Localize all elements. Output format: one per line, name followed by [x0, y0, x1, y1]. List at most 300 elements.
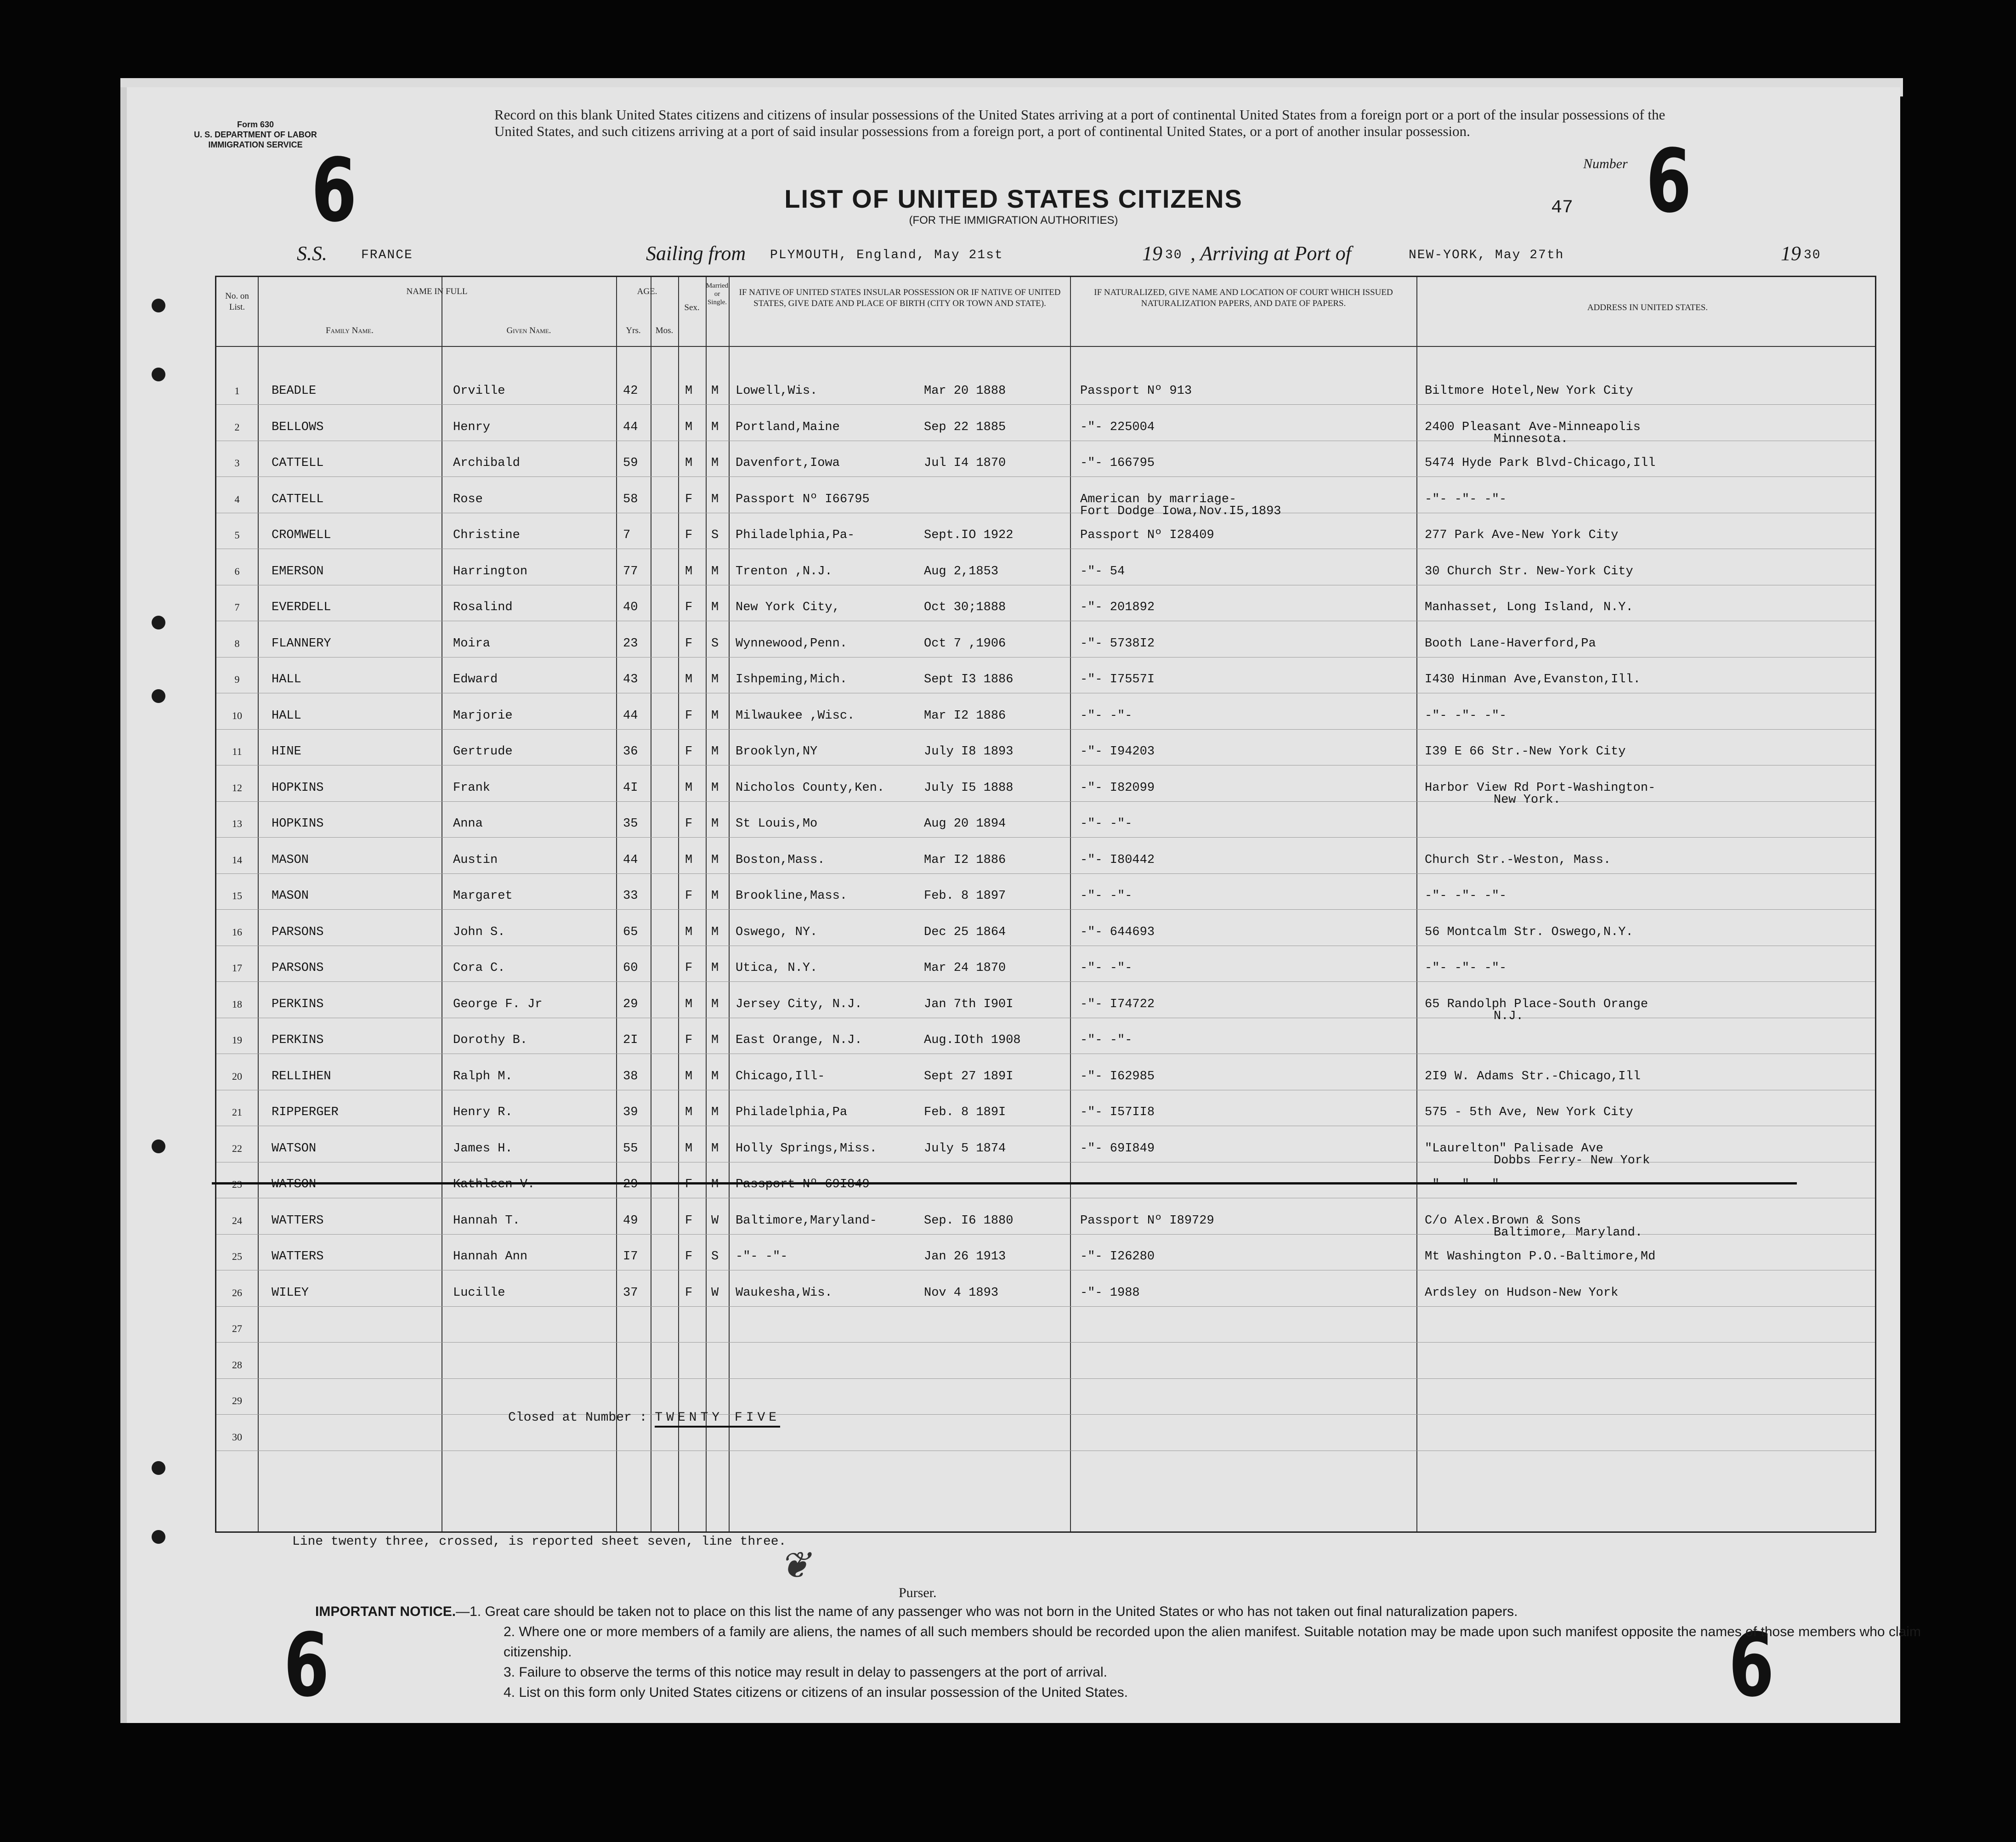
cell-ms: S — [711, 528, 719, 542]
department-name: U. S. DEPARTMENT OF LABOR — [194, 130, 317, 139]
cell-date: July 5 1874 — [924, 1141, 1006, 1156]
cell-given: James H. — [453, 1141, 513, 1156]
cell-ms: M — [711, 961, 719, 975]
cell-family: BELLOWS — [272, 420, 324, 434]
cell-sex: M — [685, 1069, 693, 1083]
cell-sex: M — [685, 384, 693, 398]
binder-hole — [152, 1461, 165, 1475]
cell-yrs: 23 — [623, 636, 638, 651]
cell-date: Aug 20 1894 — [924, 817, 1006, 831]
cell-date: Aug.IOth 1908 — [924, 1033, 1021, 1047]
cell-family: HALL — [272, 673, 301, 686]
sheet-number-bottom-right: 6 — [1728, 1615, 1774, 1716]
row-number: 15 — [232, 890, 242, 901]
cell-given: Christine — [453, 528, 520, 542]
cell-nat: -"- I74722 — [1080, 997, 1155, 1011]
cell-ms: M — [711, 781, 719, 795]
binder-hole — [152, 368, 165, 381]
row-number: 13 — [232, 818, 242, 829]
row-number: 16 — [232, 926, 242, 938]
cell-family: HALL — [272, 708, 301, 723]
cell-sex: M — [685, 564, 693, 578]
cell-given: George F. Jr — [453, 997, 543, 1011]
cell-ms: W — [711, 1286, 719, 1300]
cell-given: Gertrude — [453, 745, 513, 759]
cell-yrs: 58 — [623, 492, 638, 506]
cell-family: EMERSON — [272, 564, 324, 578]
cell-addr: 2400 Pleasant Ave-Minneapolis — [1425, 420, 1641, 434]
cell-family: MASON — [272, 853, 309, 867]
cell-addr-line2: Baltimore, Maryland. — [1494, 1225, 1643, 1240]
cell-yrs: 44 — [623, 708, 638, 723]
row-number: 11 — [232, 746, 242, 757]
row-number: 24 — [232, 1214, 242, 1226]
cell-ms: M — [711, 817, 719, 831]
cell-family: PERKINS — [272, 997, 324, 1011]
cell-place: Chicago,Ill- — [736, 1069, 825, 1083]
cell-sex: M — [685, 781, 693, 795]
cell-addr-line2: New York. — [1494, 793, 1561, 807]
row-number: 25 — [232, 1251, 242, 1262]
cell-family: CATTELL — [272, 456, 324, 470]
cell-ms: M — [711, 745, 719, 759]
cell-sex: M — [685, 673, 693, 686]
cell-date: Sep. I6 1880 — [924, 1213, 1014, 1228]
page-subtitle: (FOR THE IMMIGRATION AUTHORITIES) — [909, 214, 1118, 227]
cell-ms: M — [711, 1033, 719, 1047]
cell-place: Passport Nº I66795 — [736, 492, 870, 506]
cell-place: Boston,Mass. — [736, 853, 825, 867]
cell-addr: 277 Park Ave-New York City — [1425, 528, 1619, 542]
cell-given: Hannah T. — [453, 1213, 520, 1228]
cell-addr: -"- -"- -"- — [1425, 889, 1507, 903]
cell-sex: M — [685, 853, 693, 867]
row-number: 4 — [234, 493, 240, 505]
cell-addr: Booth Lane-Haverford,Pa — [1425, 636, 1596, 651]
cell-place: Nicholos County,Ken. — [736, 781, 885, 795]
cell-ms: S — [711, 636, 719, 651]
cell-nat: Passport Nº 913 — [1080, 384, 1192, 398]
notice-item-1: —1. Great care should be taken not to place on this list the name of any passenger who was not born in the United States or who has not taken out final naturalization papers. — [456, 1604, 1518, 1619]
ship-name: FRANCE — [361, 248, 413, 262]
row-number: 9 — [234, 674, 240, 685]
cell-date: Mar I2 1886 — [924, 853, 1006, 867]
cell-given: Orville — [453, 384, 505, 398]
cell-ms: M — [711, 420, 719, 434]
cell-addr-line2: Minnesota. — [1494, 432, 1569, 446]
cell-addr: Ardsley on Hudson-New York — [1425, 1286, 1619, 1300]
cell-family: PARSONS — [272, 961, 324, 975]
notice-item-3: 3. Failure to observe the terms of this notice may result in delay to passengers at the port of arrival. — [504, 1665, 1107, 1680]
cell-place: New York City, — [736, 601, 840, 614]
cell-date: Feb. 8 189I — [924, 1105, 1006, 1119]
cell-yrs: 44 — [623, 853, 638, 867]
cell-sex: M — [685, 420, 693, 434]
cell-yrs: 39 — [623, 1105, 638, 1119]
cell-place: Ishpeming,Mich. — [736, 673, 848, 686]
cell-yrs: 7 — [623, 528, 631, 542]
cell-date: Jan 26 1913 — [924, 1250, 1006, 1264]
cell-given: Edward — [453, 673, 498, 686]
closed-value: TWENTY FIVE — [655, 1411, 780, 1428]
form-id — [187, 119, 324, 150]
cell-nat: -"- -"- — [1080, 889, 1133, 903]
cell-addr-line2: N.J. — [1494, 1009, 1523, 1023]
cell-family: HOPKINS — [272, 817, 324, 831]
cell-date: July I8 1893 — [924, 745, 1014, 759]
cell-family: BEADLE — [272, 384, 317, 398]
cell-ms: M — [711, 492, 719, 506]
row-number: 27 — [232, 1323, 242, 1334]
binder-hole — [152, 689, 165, 703]
cell-sex: M — [685, 997, 693, 1011]
cell-yrs: 60 — [623, 961, 638, 975]
binder-hole — [152, 299, 165, 312]
cell-family: HINE — [272, 745, 301, 759]
cell-given: John S. — [453, 925, 505, 939]
cell-sex: F — [685, 708, 693, 723]
cell-nat: Passport Nº I28409 — [1080, 528, 1214, 542]
cell-given: Moira — [453, 636, 491, 651]
cell-nat: -"- I26280 — [1080, 1250, 1155, 1264]
cell-family: WATSON — [272, 1141, 317, 1156]
cell-nat: -"- 225004 — [1080, 420, 1155, 434]
header-birth: IF NATIVE OF UNITED STATES INSULAR POSSESSION OR IF NATIVE OF UNITED STATES, GIVE DATE AND PLACE OF BIRTH (CITY OR TOWN AND STATE). — [739, 288, 1061, 308]
cell-yrs: 36 — [623, 745, 638, 759]
row-number: 28 — [232, 1359, 242, 1371]
row-number: 5 — [234, 529, 240, 541]
cell-addr: 30 Church Str. New-York City — [1425, 564, 1633, 578]
cell-given: Kathleen V. — [453, 1178, 535, 1191]
cell-sex: M — [685, 925, 693, 939]
cell-place: Lowell,Wis. — [736, 384, 818, 398]
sheet-number-bottom-left: 6 — [283, 1615, 329, 1716]
cell-nat: American by marriage- — [1080, 492, 1237, 506]
header-family-name: Family Name. — [326, 326, 374, 335]
row-number: 19 — [232, 1034, 242, 1046]
cell-nat: -"- I80442 — [1080, 853, 1155, 867]
cell-sex: F — [685, 745, 693, 759]
cell-sex: M — [685, 456, 693, 470]
cell-ms: W — [711, 1213, 719, 1228]
cell-ms: M — [711, 1069, 719, 1083]
cell-given: Cora C. — [453, 961, 505, 975]
cell-family: RIPPERGER — [272, 1105, 339, 1119]
cell-ms: M — [711, 456, 719, 470]
cell-place: Philadelphia,Pa — [736, 1105, 848, 1119]
cell-date: Jan 7th I90I — [924, 997, 1014, 1011]
cell-family: HOPKINS — [272, 781, 324, 795]
cell-yrs: 44 — [623, 420, 638, 434]
binder-hole — [152, 1530, 165, 1544]
cell-given: Rosalind — [453, 601, 513, 614]
cell-yrs: 29 — [623, 1178, 638, 1191]
cell-ms: M — [711, 853, 719, 867]
row-number: 8 — [234, 637, 240, 649]
cell-family: MASON — [272, 889, 309, 903]
cell-place: Brookline,Mass. — [736, 889, 848, 903]
form-number: Form 630 — [237, 120, 274, 129]
cell-place: Trenton ,N.J. — [736, 564, 832, 578]
binder-hole — [152, 1139, 165, 1153]
cell-date: Aug 2,1853 — [924, 564, 999, 578]
header-naturalized: IF NATURALIZED, GIVE NAME AND LOCATION OF COURT WHICH ISSUED NATURALIZATION PAPERS, AND DATE OF PAPERS. — [1094, 288, 1393, 308]
voyage-line — [297, 242, 1859, 269]
cell-addr: 56 Montcalm Str. Oswego,N.Y. — [1425, 925, 1633, 939]
cell-date: Dec 25 1864 — [924, 925, 1006, 939]
cell-place: Oswego, NY. — [736, 925, 818, 939]
cell-place: Waukesha,Wis. — [736, 1286, 832, 1300]
cell-given: Hannah Ann — [453, 1250, 528, 1264]
cell-nat: -"- I82099 — [1080, 781, 1155, 795]
cell-given: Harrington — [453, 564, 528, 578]
header-married-single: Married or Single. — [706, 282, 729, 306]
row-number: 12 — [232, 782, 242, 793]
cell-date: Mar I2 1886 — [924, 708, 1006, 723]
cell-family: WATSON — [272, 1178, 317, 1191]
header-instructions: Record on this blank United States citizens and citizens of insular possessions of the United States arriving at a port of continental United States from a foreign port or a port of the insular possessions of the United States, and such citizens arriving at a port of said insular possessions from a foreign port, a port of continental United States, or a port of another insular possession. — [494, 107, 1665, 139]
row-number: 6 — [234, 565, 240, 577]
cell-nat: -"- 69I849 — [1080, 1141, 1155, 1156]
cell-sex: F — [685, 1178, 693, 1191]
cell-place: Baltimore,Maryland- — [736, 1213, 877, 1228]
cell-date: Sept I3 1886 — [924, 673, 1014, 686]
cell-addr: Harbor View Rd Port-Washington- — [1425, 781, 1656, 795]
cell-yrs: 43 — [623, 673, 638, 686]
line-note: Line twenty three, crossed, is reported sheet seven, line three. — [292, 1535, 787, 1549]
binder-hole — [152, 616, 165, 629]
cell-given: Austin — [453, 853, 498, 867]
cell-family: WATTERS — [272, 1250, 324, 1264]
page-title: LIST OF UNITED STATES CITIZENS — [784, 184, 1243, 213]
cell-sex: F — [685, 492, 693, 506]
cell-place: Wynnewood,Penn. — [736, 636, 848, 651]
manifest-page — [120, 87, 1921, 1723]
cell-yrs: 40 — [623, 601, 638, 614]
cell-given: Marjorie — [453, 708, 513, 723]
cell-place: Holly Springs,Miss. — [736, 1141, 877, 1156]
cell-family: CROMWELL — [272, 528, 331, 542]
cell-nat: -"- 5738I2 — [1080, 636, 1155, 651]
cell-yrs: 49 — [623, 1213, 638, 1228]
important-notice — [315, 1602, 1923, 1703]
cell-ms: S — [711, 1250, 719, 1264]
cell-date: Nov 4 1893 — [924, 1286, 999, 1300]
cell-ms: M — [711, 564, 719, 578]
cell-given: Dorothy B. — [453, 1033, 528, 1047]
sailing-label: Sailing from — [646, 242, 746, 265]
row-number: 26 — [232, 1287, 242, 1298]
cell-addr: I39 E 66 Str.-New York City — [1425, 745, 1626, 759]
cell-ms: M — [711, 601, 719, 614]
cell-sex: F — [685, 601, 693, 614]
cell-nat: Passport Nº I89729 — [1080, 1213, 1214, 1228]
cell-family: FLANNERY — [272, 636, 331, 651]
cell-place: Jersey City, N.J. — [736, 997, 862, 1011]
cell-sex: F — [685, 1250, 693, 1264]
purser-signature: ❦ — [779, 1544, 810, 1587]
notice-item-2: 2. Where one or more members of a family are aliens, the names of all such members should be recorded upon the alien manifest. Suitable notation may be made upon such manifest opposite the names of those members who claim citizenship. — [504, 1624, 1921, 1660]
cell-addr: "Laurelton" Palisade Ave — [1425, 1141, 1603, 1156]
header-sex: Sex. — [684, 303, 700, 312]
cell-sex: F — [685, 1286, 693, 1300]
departure-port: PLYMOUTH, England, May 21st — [770, 248, 1003, 262]
cell-addr: I430 Hinman Ave,Evanston,Ill. — [1425, 673, 1641, 686]
crossed-line-strike — [212, 1182, 1797, 1185]
cell-ms: M — [711, 889, 719, 903]
cell-ms: M — [711, 925, 719, 939]
cell-yrs: 29 — [623, 997, 638, 1011]
cell-sex: F — [685, 636, 693, 651]
cell-ms: M — [711, 1105, 719, 1119]
cell-sex: F — [685, 528, 693, 542]
cell-ms: M — [711, 384, 719, 398]
cell-addr: -"- -"- -"- — [1425, 961, 1507, 975]
cell-sex: M — [685, 1105, 693, 1119]
cell-addr: Mt Washington P.O.-Baltimore,Md — [1425, 1250, 1656, 1264]
header-address: ADDRESS IN UNITED STATES. — [1587, 303, 1708, 312]
cell-ms: M — [711, 673, 719, 686]
cell-given: Margaret — [453, 889, 513, 903]
cell-yrs: 77 — [623, 564, 638, 578]
ss-label: S.S. — [297, 242, 327, 265]
cell-ms: M — [711, 1178, 719, 1191]
cell-given: Rose — [453, 492, 483, 506]
cell-family: EVERDELL — [272, 601, 331, 614]
cell-yrs: 35 — [623, 817, 638, 831]
row-number: 30 — [232, 1431, 242, 1443]
closed-label: Closed at Number : — [508, 1411, 647, 1425]
cell-sex: F — [685, 817, 693, 831]
cell-place: St Louis,Mo — [736, 817, 818, 831]
cell-nat: -"- I62985 — [1080, 1069, 1155, 1083]
cell-ms: M — [711, 708, 719, 723]
cell-yrs: 4I — [623, 781, 638, 795]
cell-nat-line2: Fort Dodge Iowa,Nov.I5,1893 — [1080, 504, 1281, 518]
header-no: No. on List. — [225, 291, 249, 312]
sheet-number-top-right: 6 — [1646, 130, 1692, 232]
page-number: 47 — [1551, 198, 1574, 218]
notice-lead: IMPORTANT NOTICE. — [315, 1604, 456, 1619]
row-number: 21 — [232, 1106, 242, 1118]
cell-addr: -"- -"- -"- — [1425, 1178, 1507, 1191]
cell-addr: 65 Randolph Place-South Orange — [1425, 997, 1648, 1011]
cell-date: July I5 1888 — [924, 781, 1014, 795]
cell-date: Sept.IO 1922 — [924, 528, 1014, 542]
row-number: 23 — [232, 1179, 242, 1190]
cell-sex: F — [685, 1213, 693, 1228]
cell-place: Philadelphia,Pa- — [736, 528, 855, 542]
row-number: 10 — [232, 709, 242, 721]
cell-date: Feb. 8 1897 — [924, 889, 1006, 903]
cell-addr-line2: Dobbs Ferry- New York — [1494, 1153, 1650, 1168]
cell-place: East Orange, N.J. — [736, 1033, 862, 1047]
cell-nat: -"- 166795 — [1080, 456, 1155, 470]
cell-nat: -"- -"- — [1080, 708, 1133, 723]
cell-nat: -"- I7557I — [1080, 673, 1155, 686]
cell-date: Mar 20 1888 — [924, 384, 1006, 398]
cell-family: RELLIHEN — [272, 1069, 331, 1083]
cell-date: Jul I4 1870 — [924, 456, 1006, 470]
cell-nat: -"- I94203 — [1080, 745, 1155, 759]
cell-yrs: 65 — [623, 925, 638, 939]
cell-given: Lucille — [453, 1286, 505, 1300]
cell-place: Passport Nº 69I849 — [736, 1178, 870, 1191]
cell-addr: 5474 Hyde Park Blvd-Chicago,Ill — [1425, 456, 1656, 470]
row-number: 18 — [232, 998, 242, 1010]
cell-given: Ralph M. — [453, 1069, 513, 1083]
cell-place: Davenfort,Iowa — [736, 456, 840, 470]
cell-addr: 2I9 W. Adams Str.-Chicago,Ill — [1425, 1069, 1641, 1083]
cell-sex: M — [685, 1141, 693, 1156]
cell-date: Sep 22 1885 — [924, 420, 1006, 434]
row-number: 3 — [234, 457, 240, 469]
cell-nat: -"- 1988 — [1080, 1286, 1140, 1300]
cell-family: CATTELL — [272, 492, 324, 506]
header-mos: Mos. — [655, 326, 674, 335]
cell-yrs: 38 — [623, 1069, 638, 1083]
arrival-year: 30 — [1804, 248, 1821, 262]
cell-given: Henry — [453, 420, 491, 434]
cell-place: Utica, N.Y. — [736, 961, 818, 975]
cell-date: Mar 24 1870 — [924, 961, 1006, 975]
cell-family: PARSONS — [272, 925, 324, 939]
number-label: Number — [1583, 156, 1628, 171]
cell-yrs: 42 — [623, 384, 638, 398]
cell-nat: -"- I57II8 — [1080, 1105, 1155, 1119]
cell-addr: Manhasset, Long Island, N.Y. — [1425, 601, 1633, 614]
cell-given: Anna — [453, 817, 483, 831]
header-given-name: Given Name. — [506, 326, 551, 335]
cell-yrs: 2I — [623, 1033, 638, 1047]
cell-yrs: 33 — [623, 889, 638, 903]
cell-nat: -"- -"- — [1080, 1033, 1133, 1047]
cell-given: Archibald — [453, 456, 520, 470]
sheet-number-top-left: 6 — [311, 140, 357, 241]
row-number: 29 — [232, 1395, 242, 1406]
cell-sex: F — [685, 1033, 693, 1047]
row-number: 7 — [234, 601, 240, 613]
row-number: 14 — [232, 854, 242, 866]
row-number: 1 — [234, 385, 240, 397]
cell-family: PERKINS — [272, 1033, 324, 1047]
cell-addr: C/o Alex.Brown & Sons — [1425, 1213, 1581, 1228]
cell-place: -"- -"- — [736, 1250, 788, 1264]
cell-ms: M — [711, 1141, 719, 1156]
cell-addr: -"- -"- -"- — [1425, 492, 1507, 506]
cell-family: WILEY — [272, 1286, 309, 1300]
cell-nat: -"- 644693 — [1080, 925, 1155, 939]
cell-sex: F — [685, 889, 693, 903]
row-number: 2 — [234, 421, 240, 433]
departure-year: 30 — [1165, 248, 1183, 262]
arrival-port: NEW-YORK, May 27th — [1409, 248, 1564, 262]
row-number: 22 — [232, 1142, 242, 1154]
cell-date: Oct 30;1888 — [924, 601, 1006, 614]
cell-date: Oct 7 ,1906 — [924, 636, 1006, 651]
cell-ms: M — [711, 997, 719, 1011]
cell-place: Brooklyn,NY — [736, 745, 818, 759]
cell-place: Milwaukee ,Wisc. — [736, 708, 855, 723]
row-number: 17 — [232, 962, 242, 974]
cell-family: WATTERS — [272, 1213, 324, 1228]
passenger-table — [215, 276, 1876, 1533]
cell-yrs: 59 — [623, 456, 638, 470]
purser-label: Purser. — [899, 1585, 937, 1600]
header-yrs: Yrs. — [626, 326, 641, 335]
cell-sex: F — [685, 961, 693, 975]
header-name-in-full: NAME IN FULL — [406, 287, 468, 296]
